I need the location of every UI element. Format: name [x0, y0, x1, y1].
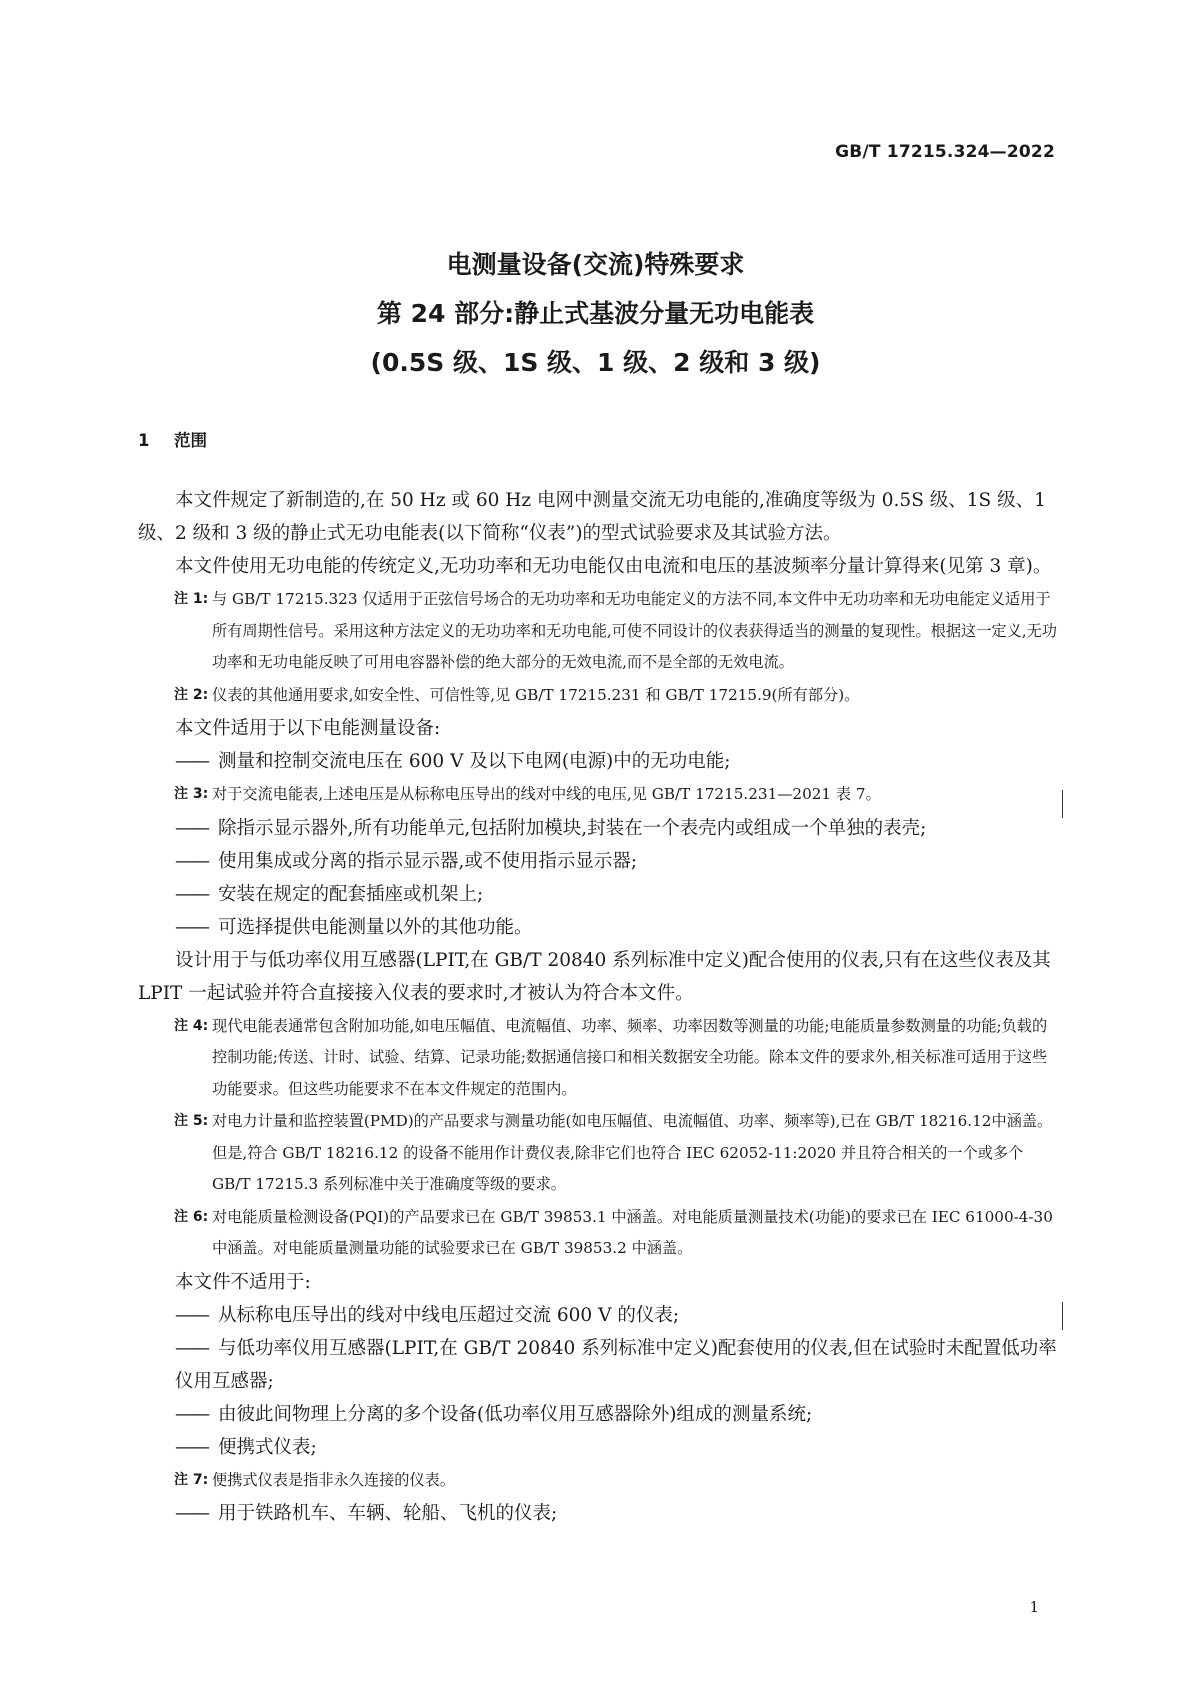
- dash: ——: [175, 1337, 208, 1359]
- list-item-text: 使用集成或分离的指示显示器,或不使用指示显示器;: [218, 850, 638, 872]
- note-label: 注 6:: [174, 1208, 209, 1225]
- revision-bar: [1062, 790, 1063, 818]
- paragraph-scope: 本文件规定了新制造的,在 50 Hz 或 60 Hz 电网中测量交流无功电能的,准确度等级为 0.5S 级、1S 级、1 级、2 级和 3 级的静止式无功电能表(以下简称“仪表”)的型式试验要求及其试验方法。: [138, 490, 1046, 544]
- list-item: [138, 1398, 1058, 1431]
- title-line-2: 第 24 部分:静止式基波分量无功电能表: [376, 299, 815, 328]
- list-item: [138, 1332, 1058, 1398]
- paragraph-lpit: 设计用于与低功率仪用互感器(LPIT,在 GB/T 20840 系列标准中定义)配合使用的仪表,只有在这些仪表及其 LPIT 一起试验并符合直接接入仪表的要求时,才被认为符合本文件。: [138, 949, 1051, 1004]
- list-item: [138, 878, 1058, 911]
- list-item-text: 用于铁路机车、车辆、轮船、飞机的仪表;: [218, 1503, 558, 1524]
- list-item-text: 安装在规定的配套插座或机架上;: [218, 883, 484, 905]
- standard-number: GB/T 17215.324—2022: [835, 142, 1055, 162]
- dash: ——: [175, 883, 208, 905]
- note-1: [138, 584, 1058, 679]
- list-item: [138, 1431, 1058, 1464]
- note-text: 与 GB/T 17215.323 仅适用于正弦信号场合的无功功率和无功电能定义的方法不同,本文件中无功功率和无功电能定义适用于所有周期性信号。采用这种方法定义的无功功率和无功电能,可使不同设计的仪表获得适当的测量的复现性。根据这一定义,无功功率和无功电能反映了可用电容器补偿的绝大部分的无效电流,而不是全部的无效电流。: [212, 590, 1057, 671]
- note-label: 注 7:: [174, 1471, 209, 1488]
- list-item-text: 除指示显示器外,所有功能单元,包括附加模块,封装在一个表壳内或组成一个单独的表壳;: [218, 817, 927, 839]
- page-number: 1: [1029, 1598, 1039, 1616]
- revision-bar: [1062, 1302, 1063, 1330]
- note-4: [138, 1011, 1058, 1106]
- dash: ——: [175, 1403, 208, 1425]
- dash: ——: [175, 916, 208, 938]
- dash: ——: [175, 1503, 208, 1524]
- list-item: [138, 1299, 1058, 1332]
- note-label: 注 2:: [174, 686, 209, 703]
- list-item-text: 与低功率仪用互感器(LPIT,在 GB/T 20840 系列标准中定义)配套使用的仪表,但在试验时未配置低功率仪用互感器;: [175, 1337, 1057, 1392]
- note-label: 注 4:: [174, 1017, 209, 1034]
- note-text: 对电能质量检测设备(PQI)的产品要求已在 GB/T 39853.1 中涵盖。对电能质量测量技术(功能)的要求已在 IEC 61000-4-30 中涵盖。对电能质量测量功能的试验要求已在 GB/T 39853.2 中涵盖。: [212, 1207, 1053, 1257]
- list-item-text: 从标称电压导出的线对中线电压超过交流 600 V 的仪表;: [218, 1304, 680, 1326]
- list-item-text: 便携式仪表;: [218, 1436, 317, 1458]
- section-number: 1: [138, 431, 150, 450]
- section-body: [138, 484, 1058, 1530]
- list-item: [138, 1497, 1058, 1530]
- dash: ——: [175, 751, 208, 772]
- note-label: 注 1:: [174, 591, 209, 607]
- dash: ——: [175, 1436, 208, 1458]
- note-6: [138, 1202, 1058, 1265]
- list-item-text: 可选择提供电能测量以外的其他功能。: [218, 916, 533, 938]
- note-label: 注 5:: [174, 1113, 209, 1129]
- note-text: 现代电能表通常包含附加功能,如电压幅值、电流幅值、功率、频率、功率因数等测量的功能;电能质量参数测量的功能;负载的控制功能;传送、计时、试验、结算、记录功能;数据通信接口和相关数据安全功能。除本文件的要求外,相关标准可适用于这些功能要求。但这些功能要求不在本文件规定的范围内。: [212, 1016, 1048, 1098]
- note-2: [138, 680, 1058, 712]
- note-3: [138, 779, 1058, 811]
- note-5: [138, 1106, 1058, 1201]
- section-title: 范围: [174, 431, 207, 450]
- dash: ——: [175, 850, 208, 872]
- document-title: [0, 240, 1191, 387]
- paragraph-not-applicable: 本文件不适用于:: [175, 1271, 311, 1293]
- list-item: [138, 745, 1058, 778]
- title-line-3: (0.5S 级、1S 级、1 级、2 级和 3 级): [370, 348, 821, 377]
- note-text: 对于交流电能表,上述电压是从标称电压导出的线对中线的电压,见 GB/T 17215.231—2021 表 7。: [212, 785, 881, 803]
- paragraph-applicable: 本文件适用于以下电能测量设备:: [175, 718, 441, 739]
- section-heading: [138, 427, 207, 451]
- list-item-text: 由彼此间物理上分离的多个设备(低功率仪用互感器除外)组成的测量系统;: [218, 1403, 813, 1425]
- note-text: 对电力计量和监控装置(PMD)的产品要求与测量功能(如电压幅值、电流幅值、功率、频率等),已在 GB/T 18216.12中涵盖。但是,符合 GB/T 18216.12 的设备不能用作计费仪表,除非它们也符合 IEC 62052-11:2020 并且符合相关的一个或多个 GB/T 17215.3 系列标准中关于准确度等级的要求。: [212, 1112, 1053, 1193]
- dash: ——: [175, 817, 208, 839]
- paragraph-definition: 本文件使用无功电能的传统定义,无功功率和无功电能仅由电流和电压的基波频率分量计算得来(见第 3 章)。: [175, 556, 1052, 577]
- note-label: 注 3:: [174, 786, 209, 802]
- note-text: 仪表的其他通用要求,如安全性、可信性等,见 GB/T 17215.231 和 GB/T 17215.9(所有部分)。: [212, 685, 860, 704]
- note-text: 便携式仪表是指非永久连接的仪表。: [212, 1470, 455, 1489]
- list-item: [138, 845, 1058, 878]
- note-7: [138, 1465, 1058, 1497]
- title-line-1: 电测量设备(交流)特殊要求: [446, 250, 745, 279]
- list-item-text: 测量和控制交流电压在 600 V 及以下电网(电源)中的无功电能;: [218, 751, 731, 772]
- list-item: [138, 911, 1058, 944]
- list-item: [138, 812, 1058, 845]
- dash: ——: [175, 1304, 208, 1326]
